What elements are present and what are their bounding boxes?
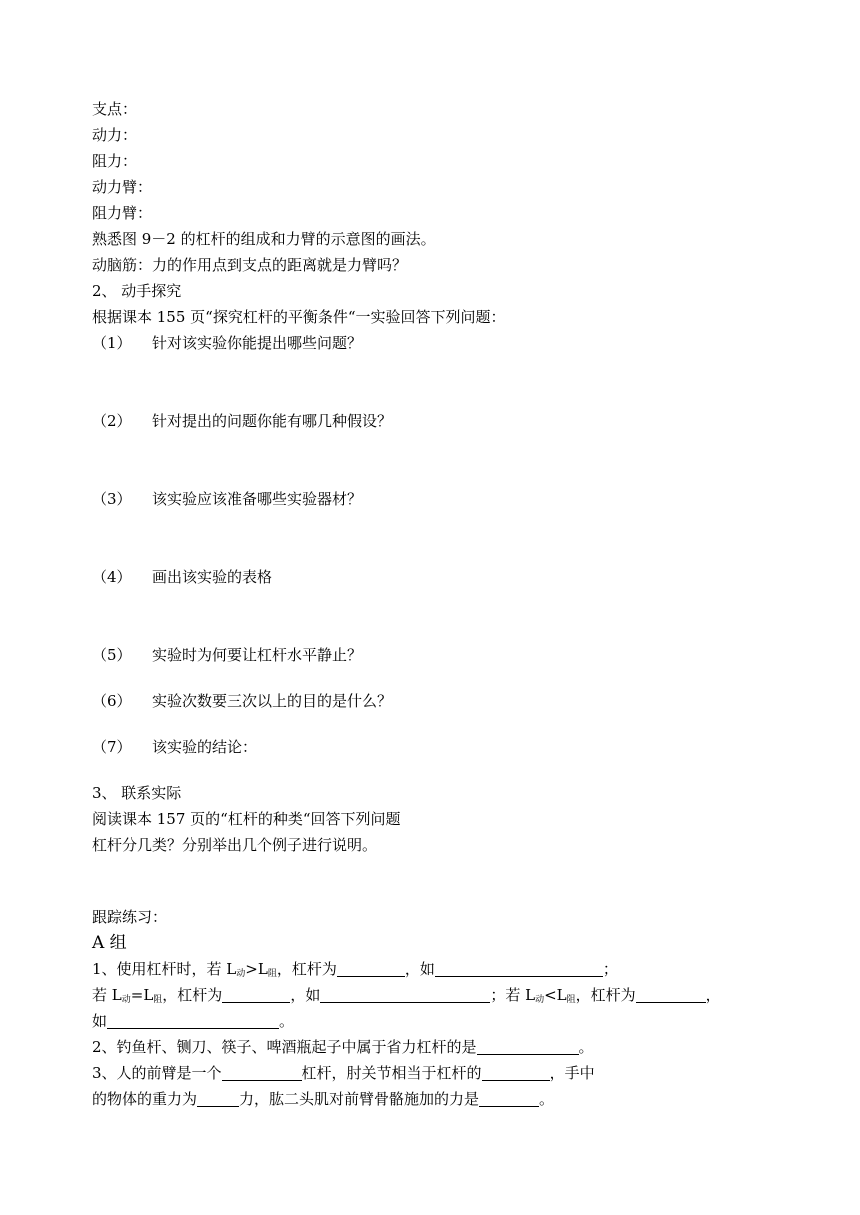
q1-text: ；若 L [490, 986, 536, 1004]
question-text: 针对该实验你能提出哪些问题？ [152, 334, 363, 352]
practice-title: 跟踪练习： [92, 908, 168, 926]
q1-text: ，杠杆为 [276, 960, 337, 978]
familiar-note: 熟悉图 9－2 的杠杆的组成和力臂的示意图的画法。 [92, 230, 436, 248]
q3-text: 3、人的前臂是一个 [92, 1064, 222, 1082]
answer-blank[interactable] [320, 986, 490, 1003]
question-text: 该实验的结论： [152, 738, 258, 756]
q1-text: ； [602, 960, 618, 978]
practice-q1-line1 [92, 956, 772, 982]
question-number: （1） [92, 334, 132, 352]
practice-q1-line2 [92, 982, 772, 1008]
section3-title: 3、 联系实际 [92, 784, 182, 802]
question-number: （6） [92, 692, 132, 710]
subscript-dong: 动 [236, 969, 246, 979]
question-text: 实验时为何要让杠杆水平静止？ [152, 646, 363, 664]
answer-blank[interactable] [222, 1064, 302, 1081]
document-page [92, 96, 772, 1112]
q2-text: 2、钓鱼杆、铡刀、筷子、啤酒瓶起子中属于省力杠杆的是 [92, 1038, 477, 1056]
q1-text: 1、使用杠杆时，若 L [92, 960, 237, 978]
q1-text: 如 [92, 1012, 108, 1030]
def-resistance-arm: 阻力臂： [92, 204, 153, 222]
answer-blank[interactable] [197, 1090, 239, 1107]
practice-q2 [92, 1034, 772, 1060]
def-fulcrum: 支点： [92, 100, 138, 118]
group-label: A 组 [92, 933, 127, 953]
q1-text: ，杠杆为 [575, 986, 636, 1004]
question-number: （7） [92, 738, 132, 756]
subscript-dong: 动 [535, 995, 545, 1005]
subscript-dong: 动 [121, 995, 131, 1005]
question-text: 实验次数要三次以上的目的是什么？ [152, 692, 393, 710]
answer-blank[interactable] [337, 960, 405, 977]
think-question: 动脑筋：力的作用点到支点的距离就是力臂吗？ [92, 256, 408, 274]
q1-text: ，杠杆为 [162, 986, 223, 1004]
def-effort: 动力： [92, 126, 138, 144]
question-number: （2） [92, 412, 132, 430]
answer-blank[interactable] [636, 986, 706, 1003]
practice-q3-line1 [92, 1060, 772, 1086]
q3-text: 的物体的重力为 [92, 1090, 198, 1108]
q1-text: ，如 [290, 986, 321, 1004]
subscript-zu: 阻 [153, 995, 163, 1005]
section3-question: 杠杆分几类？分别举出几个例子进行说明。 [92, 836, 378, 854]
section2-title: 2、 动手探究 [92, 282, 182, 300]
q3-text: 杠杆，肘关节相当于杠杆的 [301, 1064, 482, 1082]
def-effort-arm: 动力臂： [92, 178, 153, 196]
q3-text: ，手中 [549, 1064, 595, 1082]
section2-intro: 根据课本 155 页“探究杠杆的平衡条件“一实验回答下列问题： [92, 308, 506, 326]
question-1 [92, 330, 772, 356]
q2-text: 。 [578, 1038, 594, 1056]
question-4 [92, 564, 772, 590]
practice-q1-line3 [92, 1008, 772, 1034]
q1-text: >L [245, 960, 268, 978]
answer-blank[interactable] [479, 1090, 539, 1107]
question-text: 画出该实验的表格 [152, 568, 273, 586]
q1-text: 若 L [92, 986, 122, 1004]
answer-blank[interactable] [107, 1012, 279, 1029]
q3-text: 。 [539, 1090, 555, 1108]
subscript-zu: 阻 [566, 995, 576, 1005]
answer-blank[interactable] [435, 960, 603, 977]
q1-text: ， [705, 986, 721, 1004]
question-7 [92, 734, 772, 760]
answer-blank[interactable] [482, 1064, 550, 1081]
q1-text: =L [130, 986, 154, 1004]
subscript-zu: 阻 [267, 969, 277, 979]
question-3 [92, 486, 772, 512]
answer-blank[interactable] [477, 1038, 579, 1055]
def-resistance: 阻力： [92, 152, 138, 170]
question-6 [92, 688, 772, 714]
q3-text: 力，肱二头肌对前臂骨骼施加的力是 [239, 1090, 480, 1108]
question-text: 该实验应该准备哪些实验器材？ [152, 490, 363, 508]
question-text: 针对提出的问题你能有哪几种假设？ [152, 412, 393, 430]
practice-q3-line2 [92, 1086, 772, 1112]
q1-text: ，如 [404, 960, 435, 978]
q1-text: <L [544, 986, 567, 1004]
question-number: （4） [92, 568, 132, 586]
question-5 [92, 642, 772, 668]
section3-intro: 阅读课本 157 页的“杠杆的种类“回答下列问题 [92, 810, 401, 828]
question-2 [92, 408, 772, 434]
question-number: （5） [92, 646, 132, 664]
question-number: （3） [92, 490, 132, 508]
answer-blank[interactable] [222, 986, 290, 1003]
q1-text: 。 [279, 1012, 295, 1030]
